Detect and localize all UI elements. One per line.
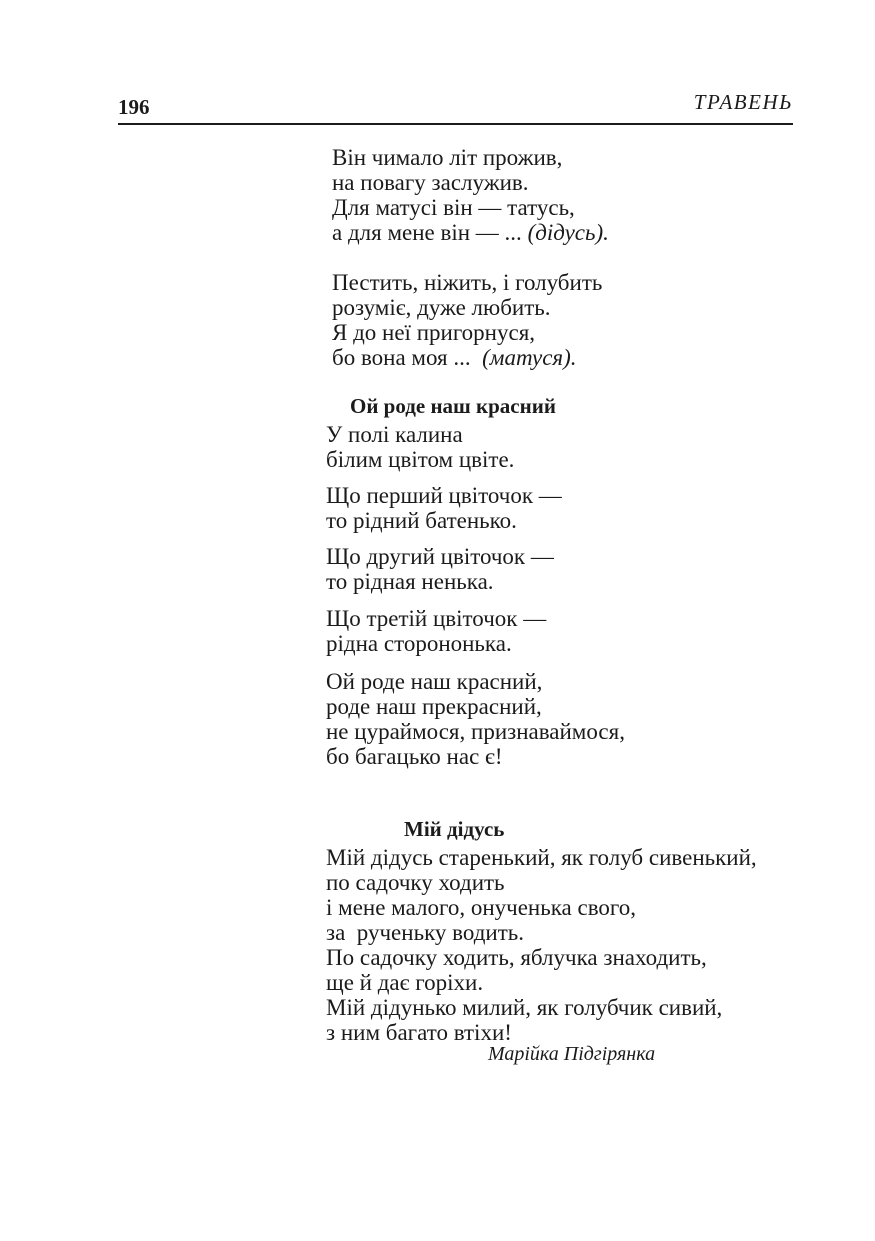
poem-2-title: Мій дідусь bbox=[404, 817, 505, 841]
running-title: ТРАВЕНЬ bbox=[693, 90, 793, 114]
riddle-line: Пестить, ніжить, і голубить bbox=[332, 270, 603, 295]
poem-line: Що другий цвіточок — bbox=[326, 544, 554, 569]
poem-line: рідна сторононька. bbox=[326, 631, 512, 656]
poem-line: Ой роде наш красний, bbox=[326, 669, 543, 694]
poem-line: то рідний батенько. bbox=[326, 508, 517, 533]
poem-1-stanza-1 bbox=[326, 422, 514, 472]
poem-line: не цураймося, признаваймося, bbox=[326, 719, 625, 744]
poem-1-title: Ой роде наш красний bbox=[350, 394, 556, 418]
riddle-last-line-text: бо вона моя ... bbox=[332, 345, 483, 370]
riddle-last-line-text: а для мене він — ... bbox=[332, 220, 528, 245]
riddle-line: на повагу заслужив. bbox=[332, 170, 529, 195]
poem-line: Мій дідусь старенький, як голуб сивенький, bbox=[326, 845, 757, 870]
page-number: 196 bbox=[118, 95, 150, 119]
poem-2-body bbox=[326, 845, 757, 1045]
poem-line: У полі калина bbox=[326, 422, 463, 447]
poem-line: Мій дідунько милий, як голубчик сивий, bbox=[326, 995, 723, 1020]
riddle-line: Він чимало літ прожив, bbox=[332, 145, 563, 170]
riddle-line: розуміє, дуже любить. bbox=[332, 295, 551, 320]
poem-1-stanza-4 bbox=[326, 606, 546, 656]
poem-1-stanza-5 bbox=[326, 669, 625, 769]
header-rule bbox=[118, 123, 793, 125]
poem-line: Що третій цвіточок — bbox=[326, 606, 547, 631]
riddle-line: Я до неї пригорнуся, bbox=[332, 320, 536, 345]
riddle-answer: (дідусь). bbox=[527, 220, 609, 245]
poem-line: з ним багато втіхи! bbox=[326, 1020, 512, 1045]
poem-line: бо багацько нас є! bbox=[326, 744, 503, 769]
poem-line: Що перший цвіточок — bbox=[326, 483, 562, 508]
poem-line: По садочку ходить, яблучка знаходить, bbox=[326, 945, 707, 970]
poem-line: за рученьку водить. bbox=[326, 920, 525, 945]
poem-1-stanza-3 bbox=[326, 544, 554, 594]
poem-1-stanza-2 bbox=[326, 483, 562, 533]
poem-line: то рідная ненька. bbox=[326, 569, 494, 594]
poem-line: білим цвітом цвіте. bbox=[326, 447, 515, 472]
poem-2-author: Марійка Підгірянка bbox=[488, 1043, 656, 1065]
riddle-last-line bbox=[332, 220, 609, 245]
riddle-1 bbox=[332, 145, 609, 245]
riddle-2 bbox=[332, 270, 602, 370]
poem-line: по садочку ходить bbox=[326, 870, 505, 895]
riddle-line: Для матусі він — татусь, bbox=[332, 195, 575, 220]
poem-line: і мене малого, онученька свого, bbox=[326, 895, 637, 920]
riddle-answer: (матуся). bbox=[482, 345, 577, 370]
poem-line: роде наш прекрасний, bbox=[326, 694, 542, 719]
riddle-last-line bbox=[332, 345, 602, 370]
poem-line: ще й дає горіхи. bbox=[326, 970, 484, 995]
